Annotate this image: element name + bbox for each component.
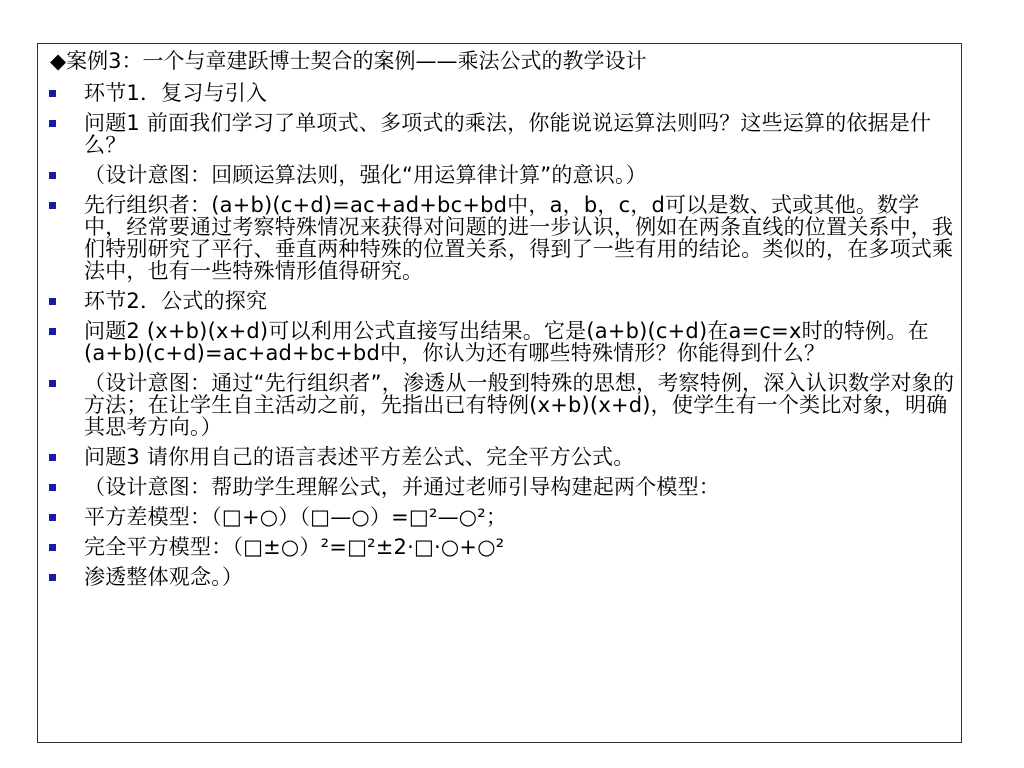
bullet-square-icon [49,574,56,581]
list-item [46,506,956,528]
list-item [46,164,956,186]
list-item [46,290,956,312]
slide-title: ◆案例3：一个与章建跃博士契合的案例——乘法公式的教学设计 [50,49,647,73]
list-item-text: （设计意图：帮助学生理解公式，并通过老师引导构建起两个模型： [84,475,720,499]
bullet-square-icon [49,544,56,551]
list-item [46,82,956,104]
list-item [46,476,956,498]
bullet-square-icon [49,120,56,127]
bullet-square-icon [49,202,56,209]
bullet-square-icon [49,514,56,521]
list-item-text: （设计意图：回顾运算法则，强化“用运算律计算”的意识。） [84,163,647,187]
list-item-text: 完全平方模型：（□±○）²=□²±2·□·○+○² [84,535,505,559]
bullet-square-icon [49,484,56,491]
list-item-text: 渗透整体观念。） [84,565,244,589]
list-item-text: 平方差模型：（□+○）（□—○）=□²—○²； [84,505,508,529]
bullet-square-icon [49,298,56,305]
list-item [46,112,956,156]
list-item [46,446,956,468]
list-item-text: 环节2．公式的探究 [84,289,268,313]
bullet-square-icon [49,454,56,461]
bullet-square-icon [49,328,56,335]
list-item [46,194,956,282]
bullet-square-icon [49,90,56,97]
list-item [46,372,956,438]
list-item-text: 问题2 (x+b)(x+d)可以利用公式直接写出结果。它是(a+b)(c+d)在a=c=x时的特例。在(a+b)(c+d)=ac+ad+bc+bd中，你认为还有哪些特殊情形？你能得到什么？ [84,319,929,365]
bullet-square-icon [49,380,56,387]
list-item-text: 问题3 请你用自己的语言表述平方差公式、完全平方公式。 [84,445,635,469]
bullet-square-icon [49,172,56,179]
list-item-text: （设计意图：通过“先行组织者”，渗透从一般到特殊的思想，考察特例，深入认识数学对象的方法；在让学生自主活动之前，先指出已有特例(x+b)(x+d)，使学生有一个类比对象，明确其思考方向。） [84,371,955,439]
list-item-text: 环节1．复习与引入 [84,81,268,105]
list-item [46,536,956,558]
list-item [46,566,956,588]
list-item-text: 问题1 前面我们学习了单项式、多项式的乘法，你能说说运算法则吗？这些运算的依据是什么？ [84,111,932,157]
bullet-list [46,82,956,596]
list-item [46,320,956,364]
list-item-text: 先行组织者：(a+b)(c+d)=ac+ad+bc+bd中，a，b，c，d可以是数、式或其他。数学中，经常要通过考察特殊情况来获得对问题的进一步认识，例如在两条直线的位置关系中，我们特别研究了平行、垂直两种特殊的位置关系，得到了一些有用的结论。类似的，在多项式乘法中，也有一些特殊情形值得研究。 [84,193,954,283]
